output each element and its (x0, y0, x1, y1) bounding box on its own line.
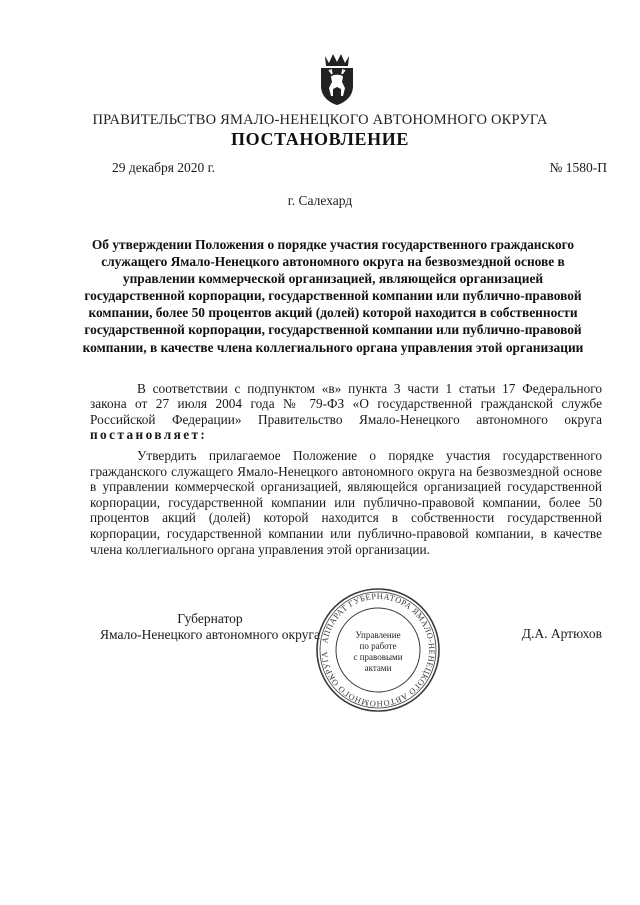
coat-of-arms-icon (316, 52, 358, 106)
stamp-center-line2: по работе (359, 641, 397, 651)
signer-position (90, 611, 330, 643)
document-type: ПОСТАНОВЛЕНИЕ (231, 129, 409, 149)
document-number: № 1580-П (549, 160, 607, 175)
round-seal-icon (314, 586, 442, 714)
stamp-center-line1: Управление (355, 630, 401, 640)
document-date: 29 декабря 2020 г. (112, 160, 216, 175)
preamble-text: В соответствии с подпунктом «в» пункта 3 части 1 статьи 17 Федерального закона от 27 июля 2004 года № 79-ФЗ «О государственной гражданской службе Российской Федерации» Правительство Ямало-Ненецкого автономного округа (90, 381, 602, 427)
document-city: г. Салехард (287, 193, 353, 208)
signer-name: Д.А. Артюхов (521, 626, 602, 641)
signer-position-line1: Губернатор (177, 611, 243, 626)
document-title: Об утверждении Положения о порядке участия государственного гражданского служащего Ямало-Ненецкого автономного округа на безвозмездной основе в управлении коммерческой организацией, являющейся организацией государственной корпорации, государственной компании или публично-правовой компании, более 50 процентов акций (долей) которой находится в собственности государственной корпорации, государственной компании или публично-правовой компании, в качестве члена коллегиального органа управления этой организации (82, 237, 584, 355)
stamp-ring-text: АППАРАТ ГУБЕРНАТОРА ЯМАЛО-НЕНЕЦКОГО АВТОНОМНОГО ОКРУГА (319, 591, 437, 709)
stamp-center-line3: с правовыми (353, 652, 403, 662)
resolution-paragraph: Утвердить прилагаемое Положение о порядке участия государственного гражданского служащего Ямало-Ненецкого автономного округа на безвозмездной основе в управлении коммерческой организацией, являющейся организацией государственной корпорации, государственной компании или публично-правовой компании, более 50 процентов акций (долей) которой находится в собственности государственной корпорации, государственной компании или публично-правовой компании, в качестве члена коллегиального органа управления этой организации. (90, 448, 602, 557)
stamp-center-line4: актами (364, 663, 392, 673)
government-name: ПРАВИТЕЛЬСТВО ЯМАЛО-НЕНЕЦКОГО АВТОНОМНОГО ОКРУГА (92, 112, 548, 128)
preamble-keyword: постановляет: (90, 427, 208, 443)
preamble-paragraph (90, 381, 602, 443)
signer-position-line2: Ямало-Ненецкого автономного округа (100, 627, 320, 642)
